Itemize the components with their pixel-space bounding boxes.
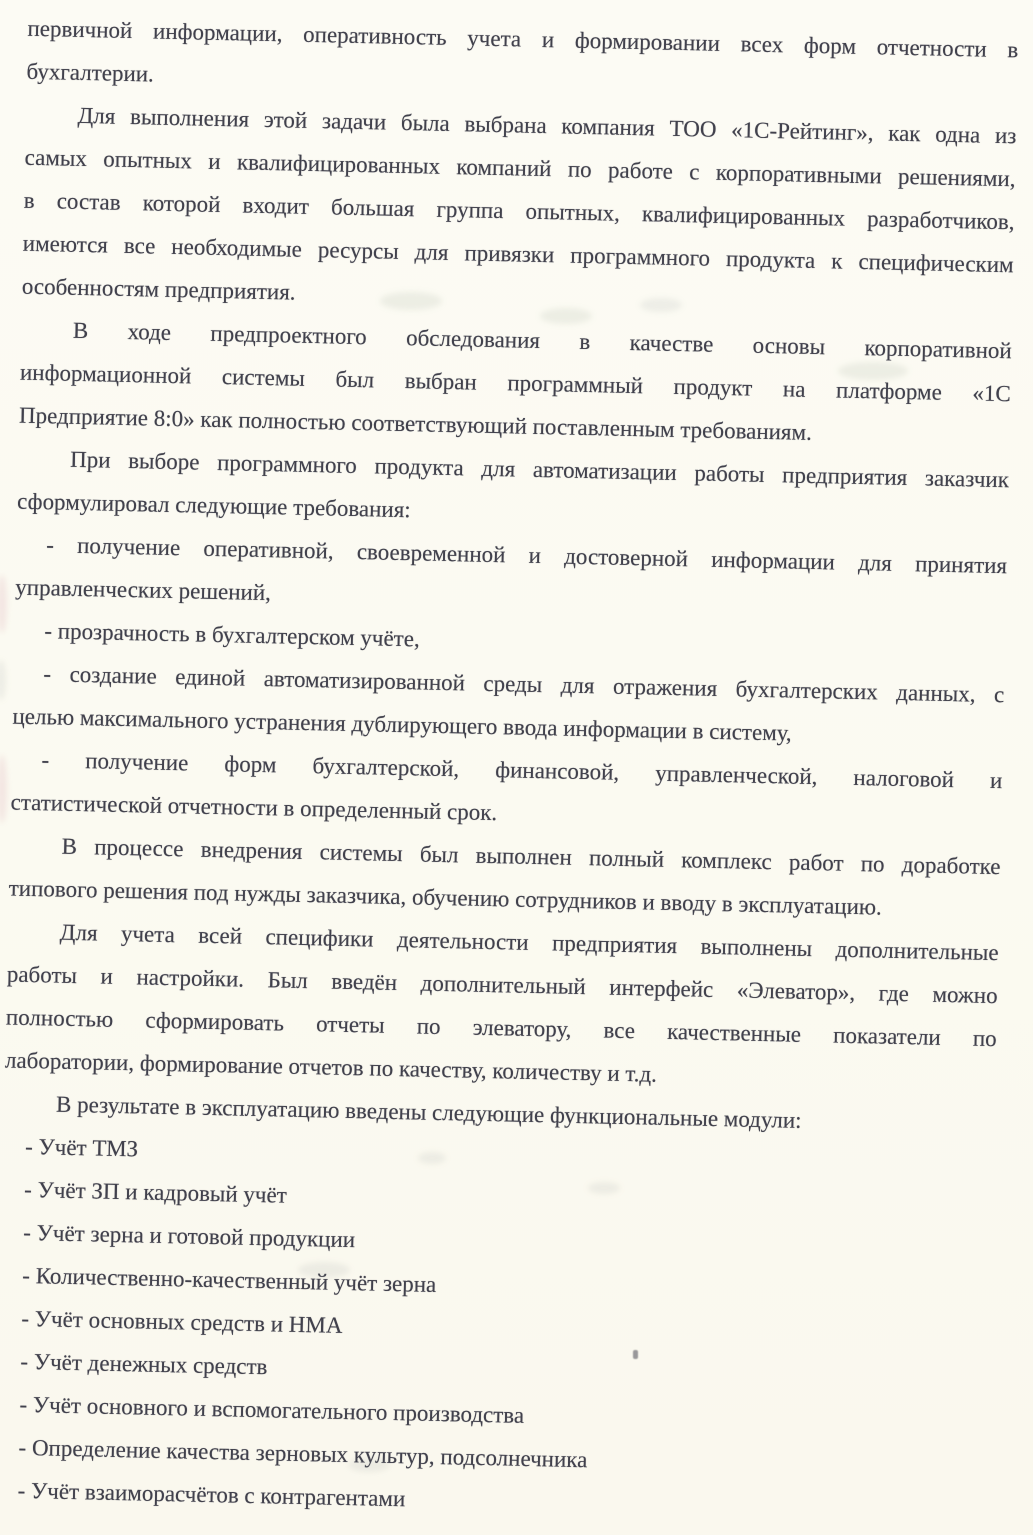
paragraph: [21, 93, 1016, 330]
text-line: самых опытных и квалифицированных компаний по работе с корпоративными решениями,: [24, 144, 1016, 192]
text-line: имеются все необходимые ресурсы для привязки программного продукта к специфическим: [22, 230, 1014, 278]
text-line: первичной информации, оперативность учета и формировании всех форм отчетности в: [27, 15, 1019, 63]
document-text: [0, 6, 1033, 1533]
paragraph: [19, 308, 1013, 459]
text-line: в состав которой входит большая группа опытных, квалифицированных разработчиков,: [23, 187, 1015, 235]
text-line: статистической отчетности в определенный срок.: [10, 789, 498, 826]
text-line: В результате в эксплуатацию введены следующие функциональные модули:: [55, 1091, 802, 1133]
text-line: - получение оперативной, своевременной и достоверной информации для принятия: [45, 532, 1008, 579]
text-line: бухгалтерии.: [26, 58, 155, 87]
text-line: информационной системы был выбран программный продукт на платформе «1С: [19, 359, 1012, 407]
text-line: - Учёт основных средств и НМА: [21, 1305, 343, 1338]
text-line: Для учета всей специфики деятельности предприятия выполнены дополнительные: [59, 919, 999, 966]
text-line: - Учёт ЗП и кадровый учёт: [23, 1176, 288, 1208]
text-line: Предприятие 8:0» как полностью соответствующий поставленным требованиям.: [18, 402, 813, 445]
text-line: - прозрачность в бухгалтерском учёте,: [44, 618, 421, 652]
text-line: типового решения под нужды заказчика, обучению сотрудников и вводу в эксплуатацию.: [8, 875, 883, 920]
text-line: целью максимального устранения дублирующего ввода информации в систему,: [12, 703, 793, 746]
text-line: - Учёт ТМЗ: [24, 1133, 139, 1162]
text-line: При выборе программного продукта для автоматизации работы предприятия заказчик: [69, 446, 1010, 493]
text-line: - Учёт основного и вспомогательного производства: [19, 1391, 525, 1428]
text-line: - Учёт денежных средств: [20, 1348, 268, 1380]
text-line: - Учёт взаиморасчётов с контрагентами: [17, 1477, 406, 1512]
text-line: работы и настройки. Был введён дополнительный интерфейс «Элеватор», где можно: [6, 961, 998, 1009]
text-line: полностью сформировать отчеты по элеватору, все качественные показатели по: [5, 1004, 997, 1052]
text-line: В процессе внедрения системы был выполнен полный комплекс работ по доработке: [61, 833, 1001, 880]
text-line: лаборатории, формирование отчетов по качеству, количеству и т.д.: [4, 1047, 658, 1087]
text-line: В ходе предпроектного обследования в качестве основы корпоративной: [72, 317, 1013, 364]
text-line: - Определение качества зерновых культур, подсолнечника: [18, 1434, 588, 1473]
text-line: - Учёт зерна и готовой продукции: [22, 1219, 356, 1253]
text-line: Для выполнения этой задачи была выбрана компания ТОО «1С-Рейтинг», как одна из: [77, 102, 1017, 149]
text-line: сформулировал следующие требования:: [16, 488, 412, 523]
text-line: - Количественно-качественный учёт зерна: [22, 1262, 437, 1297]
text-line: - создание единой автоматизированной среды для отражения бухгалтерских данных, с: [43, 661, 1005, 708]
text-line: - получение форм бухгалтерской, финансовой, управленческой, налоговой и: [41, 747, 1003, 794]
paragraph: [5, 910, 1000, 1104]
text-line: управленческих решений,: [15, 574, 272, 606]
text-line: особенностям предприятия.: [21, 273, 296, 305]
